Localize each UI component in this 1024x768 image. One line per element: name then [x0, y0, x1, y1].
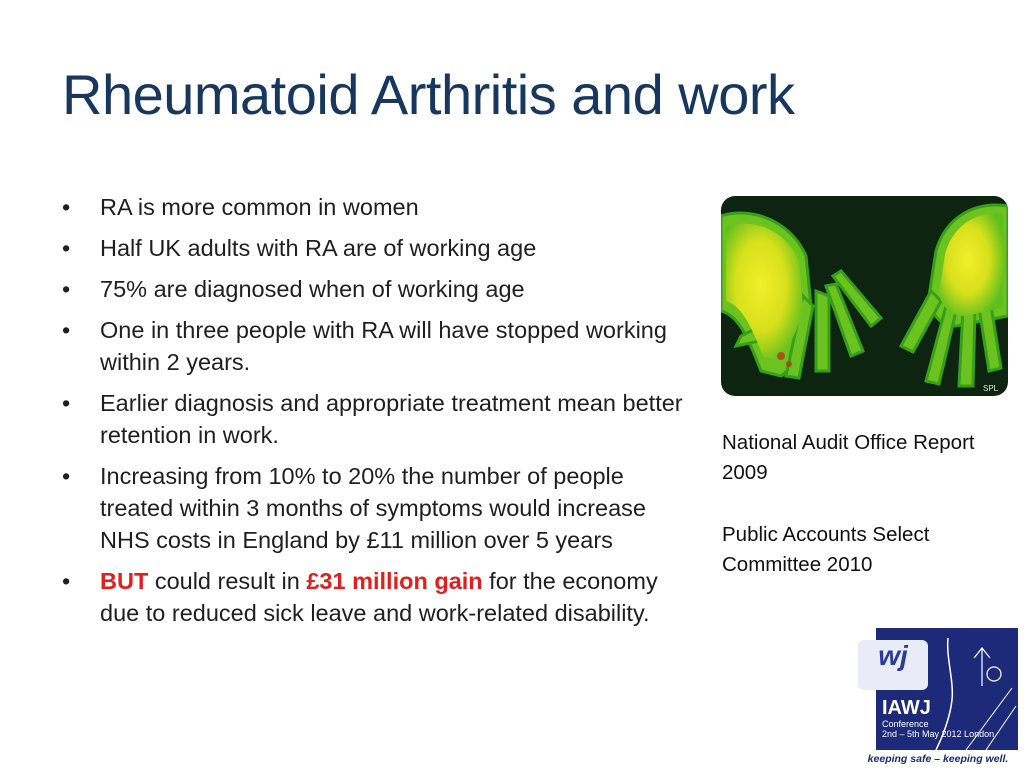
- logo-iawj: IAWJ: [882, 697, 931, 719]
- slide-title: Rheumatoid Arthritis and work: [62, 63, 795, 126]
- bullet-list: [62, 191, 702, 638]
- bullet-dot: •: [62, 390, 71, 416]
- reference-nao: National Audit Office Report 2009: [722, 431, 975, 484]
- bullet-item: [62, 232, 702, 264]
- emphasis-but: BUT: [100, 568, 149, 594]
- iawj-conference-logo: [858, 628, 1018, 768]
- reference-pasc: Public Accounts Select Committee 2010: [722, 523, 930, 576]
- bullet-text: RA is more common in women: [100, 194, 419, 220]
- bullet-dot: •: [62, 317, 71, 343]
- logo-conference: [882, 719, 994, 739]
- bullet-item-conclusion: [62, 565, 702, 629]
- bullet-dot: •: [62, 276, 71, 302]
- bullet-dot: •: [62, 235, 71, 261]
- bullet-dot: •: [62, 463, 71, 489]
- bullet-item: [62, 191, 702, 223]
- bullet-text: Increasing from 10% to 20% the number of people treated within 3 months of symptoms would increase NHS costs in England by £11 million over 5 years: [100, 463, 646, 553]
- bullet-dot: •: [62, 194, 71, 220]
- conference-label: Conference: [882, 719, 929, 729]
- bullet-text: 75% are diagnosed when of working age: [100, 276, 525, 302]
- emphasis-gain: £31 million gain: [306, 568, 483, 594]
- bullet-text: for the economy due to reduced sick leave and work-related disability.: [100, 568, 658, 626]
- bullet-item: [62, 387, 702, 451]
- bullet-item: [62, 460, 702, 556]
- conference-dates: 2nd – 5th May 2012 London: [882, 729, 995, 739]
- bullet-text: Half UK adults with RA are of working age: [100, 235, 537, 261]
- bullet-text: could result in: [148, 568, 307, 594]
- wj-logo-text: wj: [878, 640, 908, 671]
- bullet-item: [62, 273, 702, 305]
- bullet-item: [62, 314, 702, 378]
- bullet-text: One in three people with RA will have stopped working within 2 years.: [100, 317, 667, 375]
- bullet-dot: •: [62, 568, 71, 594]
- logo-tagline: keeping safe – keeping well.: [858, 751, 1018, 768]
- references: [722, 428, 1012, 612]
- bullet-text: Earlier diagnosis and appropriate treatment mean better retention in work.: [100, 390, 683, 448]
- hands-xray-image: [721, 196, 1008, 396]
- image-credit: SPL: [983, 384, 999, 393]
